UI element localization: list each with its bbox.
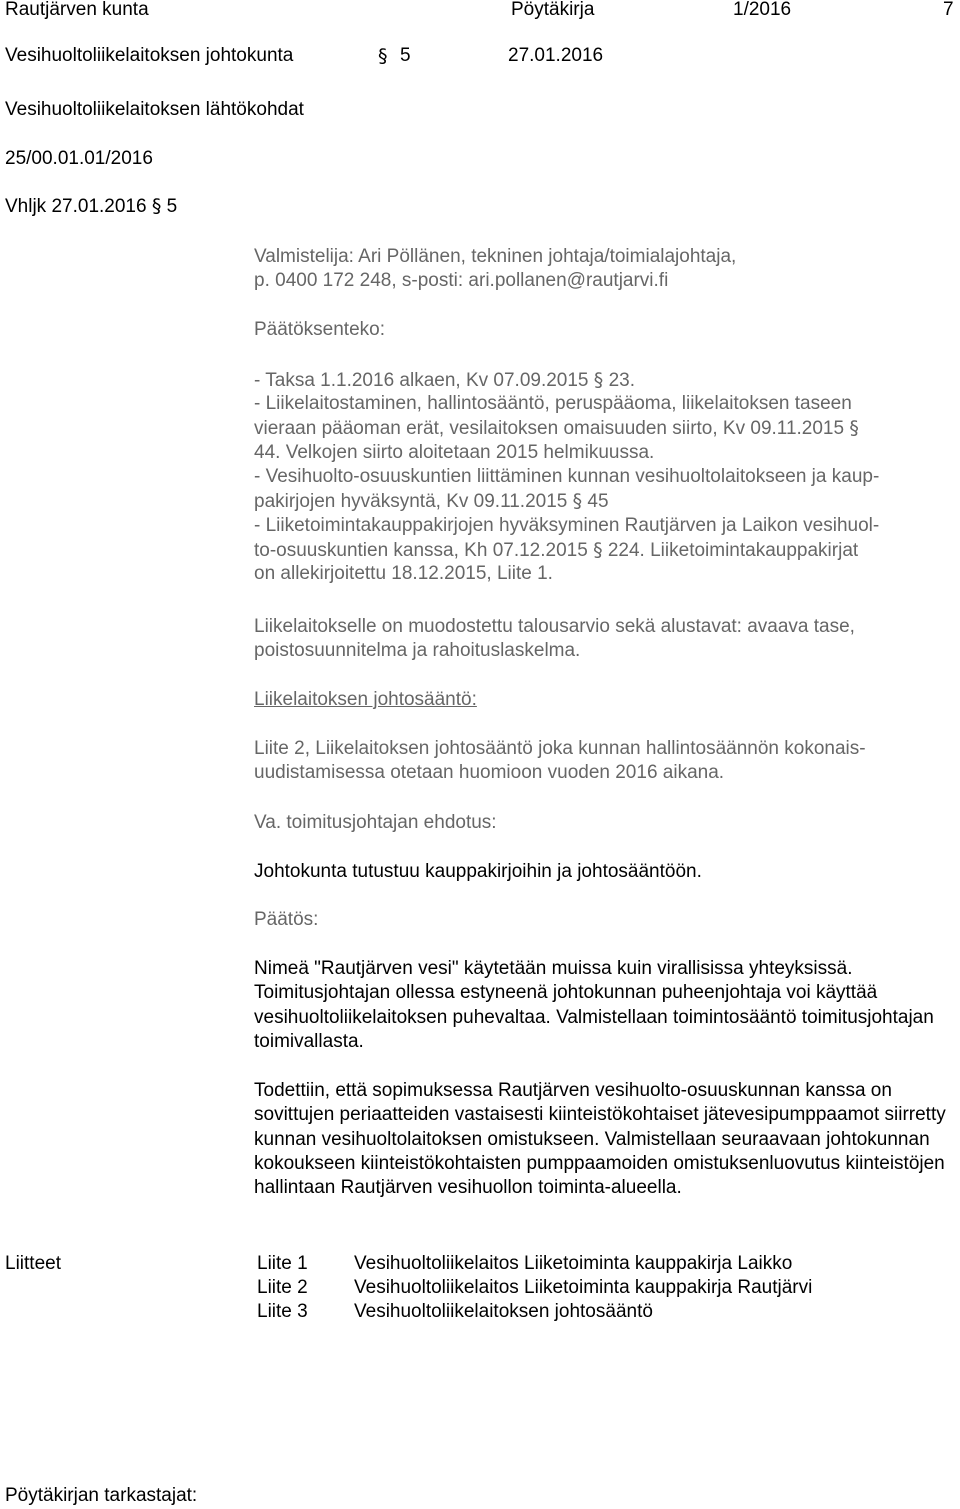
decision-paragraph-1: Nimeä "Rautjärven vesi" käytetään muissa kuin virallisissa yhteyksissä. Toimitusjohtajan ollessa estyneenä johtokunnan puheenjohtaja voi käyttää vesihuoltoliikelaitoksen puhevaltaa. Valmistellaan toimintosääntö toimitusjohtajan toimivallasta.	[254, 958, 934, 1052]
decision-line-7: - Liiketoimintakauppakirjojen hyväksyminen Rautjärven ja Laikon vesihuol-	[254, 515, 880, 536]
decision-line-8: to-osuuskuntien kanssa, Kh 07.12.2015 § 224. Liiketoimintakauppakirjat	[254, 539, 859, 561]
reviewers-label: Pöytäkirjan tarkastajat:	[5, 1485, 198, 1506]
decision-line-3: vieraan pääoman erät, vesilaitoksen omaisuuden siirto, Kv 09.11.2015 §	[254, 417, 859, 439]
bylaw-paragraph: Liite 2, Liikelaitoksen johtosääntö joka kunnan hallintosäännön kokonaisuudistamisessa otetaan huomioon vuoden 2016 aikana.	[254, 738, 866, 784]
bylaw-heading: Liikelaitoksen johtosääntö:	[254, 689, 477, 710]
section-sign: §	[378, 45, 388, 67]
attachment-title: Vesihuoltoliikelaitos Liiketoiminta kauppakirja Rautjärvi	[354, 1277, 813, 1298]
document-number: 1/2016	[733, 0, 792, 20]
decision-paragraph-2: Todettiin, että sopimuksessa Rautjärven vesihuolto-osuuskunnan kanssa on sovittujen periaatteiden vastaisesti kiinteistökohtaiset jätevesipumppaamot siirretty kunnan vesihuoltolaitoksen omistukseen. Valmistellaan seuraavaan johtokunnan kokoukseen kiinteistökohtaisten pumppaamoiden omistuksenluovutus kiinteistöjen hallintaan Rautjärven vesihuollon toiminta-alueella.	[254, 1080, 946, 1199]
budget-paragraph: Liikelaitokselle on muodostettu talousarvio sekä alustavat: avaava tase, poistosuunnitelma ja rahoituslaskelma.	[254, 616, 855, 662]
decision-line-4: 44. Velkojen siirto aloitetaan 2015 helmikuussa.	[254, 442, 655, 463]
page-number: 7	[943, 0, 954, 20]
meeting-date: 27.01.2016	[508, 45, 604, 66]
decision-line-1: - Taksa 1.1.2016 alkaen, Kv 07.09.2015 § 23.	[254, 369, 635, 391]
prior-reference: Vhljk 27.01.2016 § 5	[5, 195, 178, 217]
section-number: 5	[400, 45, 411, 66]
attachments-label: Liitteet	[5, 1253, 61, 1274]
proposal-heading: Va. toimitusjohtajan ehdotus:	[254, 812, 497, 833]
preparer-line-2: p. 0400 172 248, s-posti: ari.pollanen@rautjarvi.fi	[254, 270, 669, 291]
attachment-id: Liite 2	[257, 1277, 308, 1298]
decision-line-2: - Liikelaitostaminen, hallintosääntö, peruspääoma, liikelaitoksen taseen	[254, 393, 852, 414]
case-title: Vesihuoltoliikelaitoksen lähtökohdat	[5, 99, 304, 120]
preparer-line-1: Valmistelija: Ari Pöllänen, tekninen johtaja/toimialajohtaja,	[254, 246, 737, 267]
municipality-name: Rautjärven kunta	[5, 0, 149, 20]
attachment-title: Vesihuoltoliikelaitos Liiketoiminta kauppakirja Laikko	[354, 1253, 793, 1274]
attachment-id: Liite 3	[257, 1301, 308, 1322]
proposal-text: Johtokunta tutustuu kauppakirjoihin ja johtosääntöön.	[254, 861, 702, 882]
decisions-heading: Päätöksenteko:	[254, 319, 385, 340]
decision-line-9: on allekirjoitettu 18.12.2015, Liite 1.	[254, 563, 553, 584]
document-type: Pöytäkirja	[511, 0, 595, 20]
committee-name: Vesihuoltoliikelaitoksen johtokunta	[5, 45, 294, 66]
attachment-id: Liite 1	[257, 1253, 308, 1274]
decision-heading: Päätös:	[254, 909, 319, 930]
decision-line-5: - Vesihuolto-osuuskuntien liittäminen kunnan vesihuoltolaitokseen ja kaup-	[254, 466, 880, 487]
record-number: 25/00.01.01/2016	[5, 148, 153, 169]
decision-line-6: pakirjojen hyväksyntä, Kv 09.11.2015 § 45	[254, 490, 609, 512]
attachment-title: Vesihuoltoliikelaitoksen johtosääntö	[354, 1301, 653, 1322]
